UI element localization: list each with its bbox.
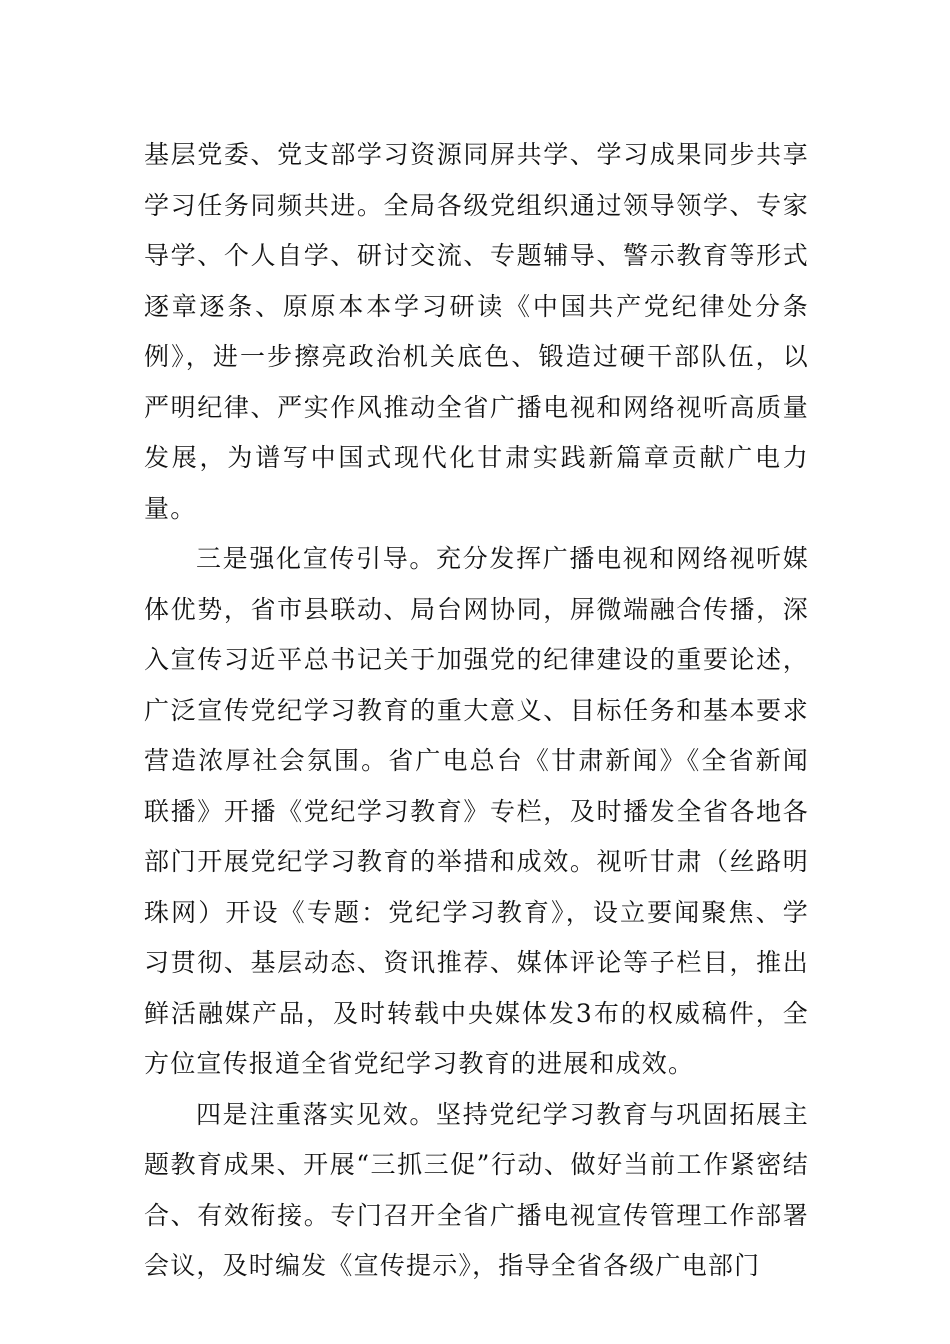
paragraph-continuation: 基层党委、党支部学习资源同屏共学、学习成果同步共享学习任务同频共进。全局各级党组织通过领导领学、专家导学、个人自学、研讨交流、专题辅导、警示教育等形式逐章逐条、原原本本学习研读《中国共产党纪律处分条例》，进一步擦亮政治机关底色、锻造过硬干部队伍，以严明纪律、严实作风推动全省广播电视和网络视听高质量发展，为谱写中国式现代化甘肃实践新篇章贡献广电力量。 xyxy=(144,140,809,523)
document-body xyxy=(144,130,809,1292)
paragraph-implementation-results: 四是注重落实见效。坚持党纪学习教育与巩固拓展主题教育成果、开展“三抓三促”行动、做好当前工作紧密结合、有效衔接。专门召开全省广播电视宣传管理工作部署会议，及时编发《宣传提示》，指导全省各级广电部门 xyxy=(144,1099,809,1280)
paragraph-publicity-guidance: 三是强化宣传引导。充分发挥广播电视和网络视听媒体优势，省市县联动、局台网协同，屏微端融合传播，深入宣传习近平总书记关于加强党的纪律建设的重要论述，广泛宣传党纪学习教育的重大意义、目标任务和基本要求营造浓厚社会氛围。省广电总台《甘肃新闻》《全省新闻联播》开播《党纪学习教育》专栏，及时播发全省各地各部门开展党纪学习教育的举措和成效。视听甘肃（丝路明珠网）开设《专题：党纪学习教育》，设立要闻聚焦、学习贯彻、基层动态、资讯推荐、媒体评论等子栏目，推出鲜活融媒产品，及时转载中央媒体发3布的权威稿件，全方位宣传报道全省党纪学习教育的进展和成效。 xyxy=(144,544,809,1078)
